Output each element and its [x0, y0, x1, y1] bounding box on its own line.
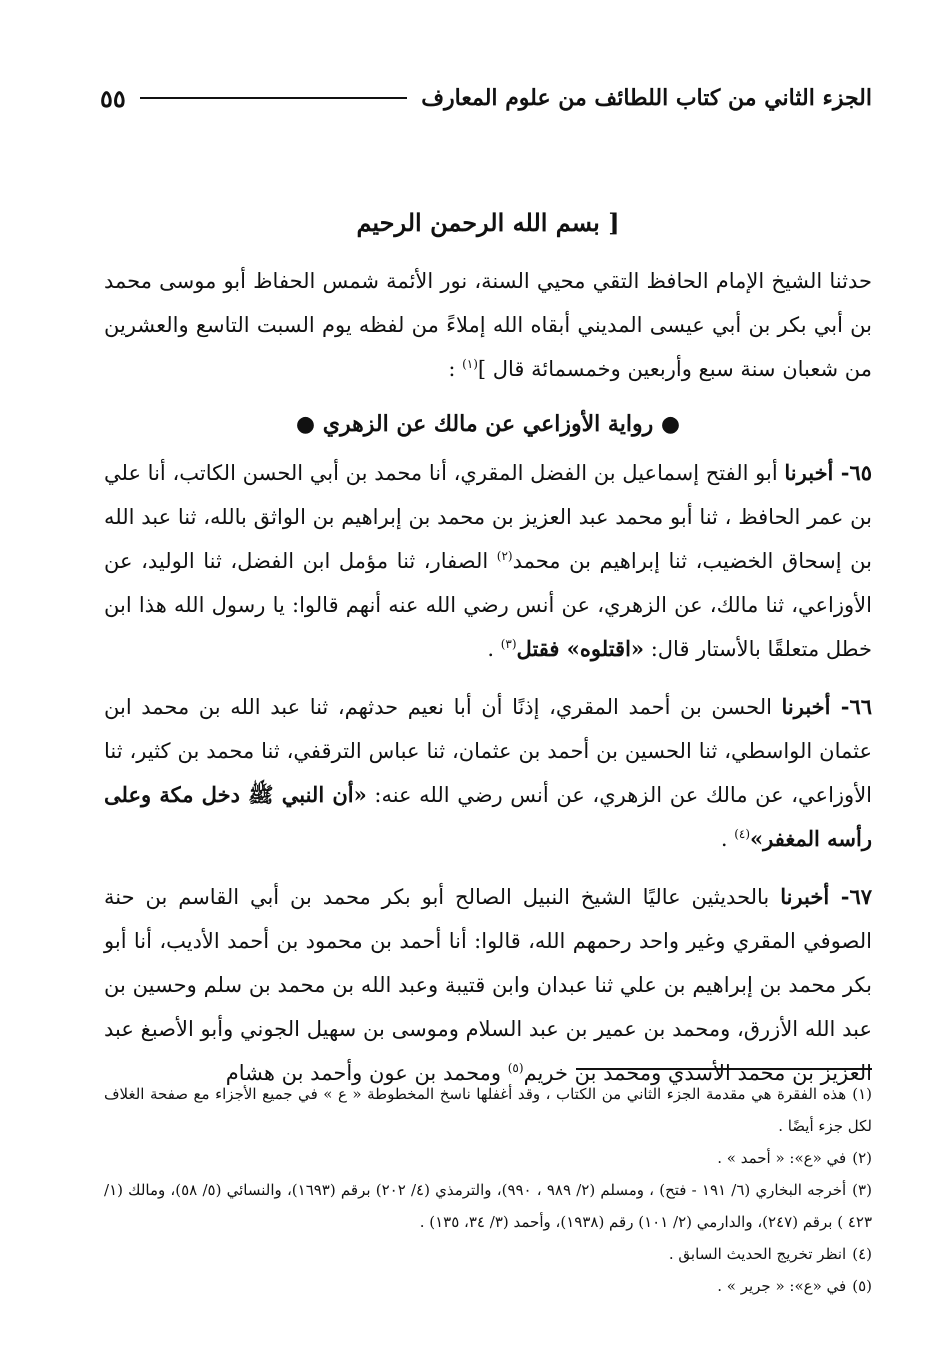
footnote-text: أخرجه البخاري (٦/ ١٩١ - فتح) ، ومسلم (٢/ ٩٨٩ ، ٩٩٠)، والترمذي (٤/ ٢٠٢) برقم (١٦٩٣)، والنسائي (٥/ ٥٨)، ومالك (١/ ٤٢٣ ) برقم (٢٤٧)، والدارمي (٢/ ١٠١) رقم (١٩٣٨)، وأحمد (٣/ ٣٤، ١٣٥) .: [104, 1181, 872, 1231]
footnote-1: [104, 1078, 872, 1142]
intro-text: حدثنا الشيخ الإمام الحافظ التقي محيي السنة، نور الأئمة شمس الحفاظ أبو موسى محمد بن أبي بكر بن أبي عيسى المديني أبقاه الله إملاءً من لفظه يوم السبت التاسع والعشرين من شعبان سنة سبع وأربعين وخمسمائة قال ]: [104, 269, 872, 381]
running-title: الجزء الثاني من كتاب اللطائف من علوم المعارف: [421, 85, 872, 111]
footnote-number: (٢): [852, 1149, 872, 1167]
hadith-65: [104, 451, 872, 671]
footnote-ref-5: (٥): [507, 1061, 524, 1075]
page-header: [100, 78, 872, 118]
footnote-3: [104, 1174, 872, 1238]
footnote-ref-4: (٤): [734, 827, 751, 841]
hadith-quote: «اقتلوه» فقتل: [516, 636, 645, 661]
hadith-66: [104, 685, 872, 861]
hadith-text: أبو الفتح إسماعيل بن الفضل المقري، أنا محمد بن أبي الحسن الكاتب، أنا علي بن عمر الحافظ ، ثنا أبو محمد عبد العزيز بن محمد بن إبراهيم بن الواثق بالله، ثنا عبد الله بن إسحاق الخضيب، ثنا إبراهيم بن محمد: [104, 461, 872, 573]
page-number: ٥٥: [100, 83, 126, 113]
hadith-number: ٦٧-: [840, 884, 872, 909]
intro-tail: :: [448, 357, 463, 381]
footnote-number: (١): [852, 1085, 872, 1103]
footnote-text: انظر تخريج الحديث السابق .: [668, 1245, 847, 1263]
hadith-number: ٦٦-: [840, 694, 872, 719]
footnote-separator: [576, 1068, 872, 1070]
footnote-text: في «ع»: « أحمد » .: [717, 1149, 847, 1167]
footnote-number: (٣): [852, 1181, 872, 1199]
hadith-number: ٦٥-: [840, 460, 872, 485]
hadith-text: الصفار، ثنا مؤمل ابن الفضل، ثنا الوليد، عن الأوزاعي، ثنا مالك، عن الزهري، عن أنس رضي الله عنه أنهم قالوا: يا رسول الله هذا ابن خطل متعلقًا بالأستار قال:: [104, 549, 872, 661]
footnote-ref-1: (١): [462, 357, 478, 371]
hadith-end: .: [720, 827, 735, 851]
hadith-67: [104, 875, 872, 1095]
footnote-text: هذه الفقرة هي مقدمة الجزء الثاني من الكتاب ، وقد أغفلها ناسخ المخطوطة « ع » في جميع الأجزاء مع صفحة الغلاف لكل جزء أيضًا .: [104, 1085, 872, 1135]
hadith-lead: أخبرنا: [781, 694, 841, 719]
hadith-text: الحسن بن أحمد المقري، إذنًا أن أبا نعيم حدثهم، ثنا عبد الله بن محمد ابن عثمان الواسطي، ثنا الحسين بن أحمد بن عثمان، ثنا عباس الترقفي، ثنا محمد بن كثير، ثنا الأوزاعي، عن مالك عن الزهري، عن أنس رضي الله عنه:: [104, 695, 873, 807]
footnote-number: (٤): [852, 1245, 872, 1263]
page-body: [104, 208, 872, 1109]
intro-paragraph: [104, 259, 872, 391]
footnote-ref-3: (٣): [500, 637, 517, 651]
hadith-end: .: [487, 637, 501, 661]
footnote-number: (٥): [852, 1277, 872, 1295]
hadith-quote: «أن النبي ﷺ دخل مكة وعلى رأسه المغفر»: [104, 782, 872, 851]
footnote-text: في «ع»: « جرير » .: [717, 1277, 847, 1295]
footnote-2: [104, 1142, 872, 1174]
hadith-lead: أخبرنا: [784, 460, 841, 485]
hadith-text: بالحديثين عاليًا الشيخ النبيل الصالح أبو بكر محمد بن أبي القاسم بن حنة الصوفي المقري وغير واحد رحمهم الله، قالوا: أنا أحمد بن محمود بن أحمد الأديب، أنا أبو بكر محمد بن إبراهيم بن علي ثنا عبدان وابن قتيبة وعبد الله بن محمد بن سلم وحسين بن عبد الله الأزرق، ومحمد بن عمير بن عبد السلام وموسى بن سهيل الجوني وأبو الأصبغ عبد العزيز بن محمد الأسدي ومحمد بن خريم: [104, 885, 872, 1085]
header-rule: [140, 97, 407, 99]
footnote-5: [104, 1270, 872, 1302]
hadith-text: ومحمد بن عون وأحمد بن هشام: [225, 1061, 508, 1085]
section-heading: ● رواية الأوزاعي عن مالك عن الزهري ●: [295, 411, 681, 437]
footnote-4: [104, 1238, 872, 1270]
footnote-ref-2: (٢): [496, 549, 513, 563]
basmala: [ بسم الله الرحمن الرحيم: [356, 208, 620, 237]
hadith-lead: أخبرنا: [780, 884, 841, 909]
footnotes: [104, 1078, 872, 1302]
